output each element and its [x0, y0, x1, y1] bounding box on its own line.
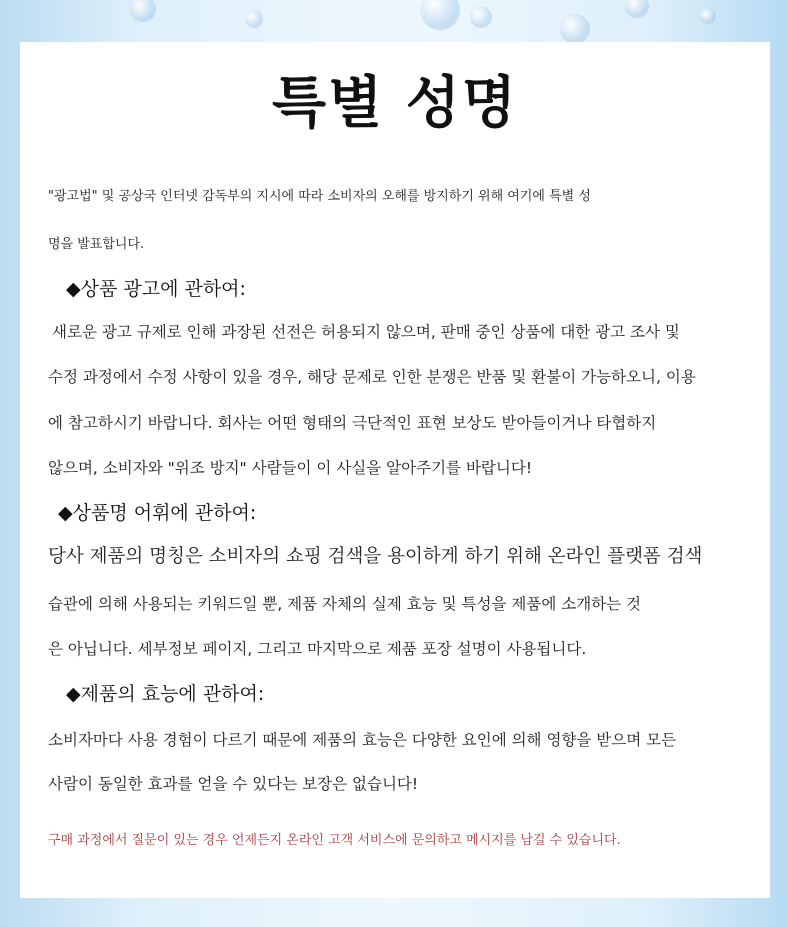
section-line: 에 참고하시기 바랍니다. 회사는 어떤 형태의 극단적인 표현 보상도 받아들이거나 타협하지: [48, 414, 657, 432]
bubble-decoration: [560, 14, 590, 44]
section-line: 습관에 의해 사용되는 키워드일 뿐, 제품 자체의 실제 효능 및 특성을 제품에 소개하는 것: [48, 595, 642, 613]
customer-service-notice: 구매 과정에서 질문이 있는 경우 언제든지 온라인 고객 서비스에 문의하고 메시지를 남길 수 있습니다.: [48, 833, 621, 848]
section-line: 소비자마다 사용 경험이 다르기 때문에 제품의 효능은 다양한 요인에 의해 영향을 받으며 모든: [48, 731, 677, 749]
section-line: 당사 제품의 명칭은 소비자의 쇼핑 검색을 용이하게 하기 위해 온라인 플랫폼 검색: [48, 546, 703, 567]
section-heading-name: ◆상품명 어휘에 관하여:: [58, 502, 257, 524]
section-heading-ad: ◆상품 광고에 관하여:: [66, 278, 246, 300]
bubble-decoration: [130, 0, 156, 22]
section-line: 수정 과정에서 수정 사항이 있을 경우, 해당 문제로 인한 분쟁은 반품 및 환불이 가능하오니, 이용: [48, 368, 696, 386]
bubble-decoration: [470, 6, 492, 28]
intro-line: "광고법" 및 공상국 인터넷 감독부의 지시에 따라 소비자의 오해를 방지하기 위해 여기에 특별 성: [48, 189, 591, 204]
section-line: 사람이 동일한 효과를 얻을 수 있다는 보장은 없습니다!: [48, 775, 419, 793]
section-line: 은 아닙니다. 세부정보 페이지, 그리고 마지막으로 제품 포장 설명이 사용됩니다.: [48, 640, 587, 658]
intro-line: 명을 발표합니다.: [48, 237, 145, 252]
section-line: 않으며, 소비자와 "위조 방지" 사람들이 이 사실을 알아주기를 바랍니다!: [48, 459, 533, 477]
page-title: 특별 성명: [272, 71, 518, 136]
bubble-decoration: [245, 10, 263, 28]
bubble-decoration: [420, 0, 460, 30]
bubble-decoration: [700, 8, 716, 24]
section-heading-efficacy: ◆제품의 효능에 관하여:: [66, 683, 265, 705]
section-line: 새로운 광고 규제로 인해 과장된 선전은 허용되지 않으며, 판매 중인 상품에 대한 광고 조사 및: [52, 323, 680, 341]
decorative-bubbles: [0, 0, 787, 45]
statement-card: [20, 42, 770, 898]
bubble-decoration: [625, 0, 649, 18]
